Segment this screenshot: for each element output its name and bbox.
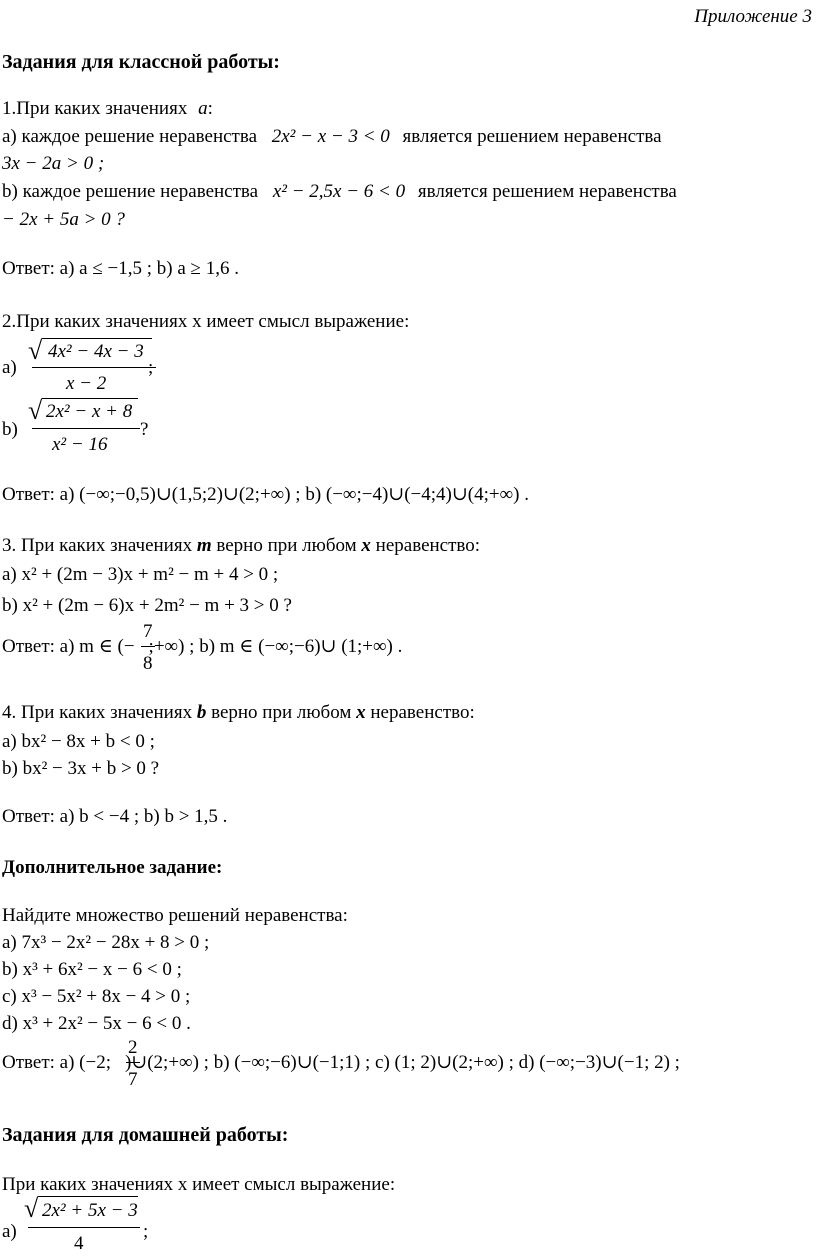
extra-answer-pre: Ответ: а) (−2; xyxy=(2,1052,111,1073)
task3-answer-numerator: 7 xyxy=(143,621,153,642)
task2-b-numerator: 2x² − x + 8 xyxy=(46,401,133,422)
extra-b: b) x³ + 6x² − x − 6 < 0 ; xyxy=(2,959,182,980)
task1-answer: Ответ: а) a ≤ −1,5 ; b) a ≥ 1,6 . xyxy=(2,258,239,279)
task2-a-label: а) xyxy=(2,357,17,378)
sqrt-icon: √ xyxy=(24,1194,39,1223)
extra-answer xyxy=(2,1053,680,1072)
extra-intro: Найдите множество решений неравенства: xyxy=(2,905,348,926)
task3-answer-pre: Ответ: а) m ∈ (− xyxy=(2,636,135,657)
task3-answer-post: ;+∞) ; b) m ∈ (−∞;−6)∪ (1;+∞) . xyxy=(148,636,403,657)
task3-a: а) x² + (2m − 3)x + m² − m + 4 > 0 ; xyxy=(2,564,279,585)
task4-a: а) bx² − 8x + b < 0 ; xyxy=(2,731,155,752)
fraction-bar xyxy=(141,646,155,647)
home-a-end: ; xyxy=(143,1221,149,1242)
task3-b: b) x² + (2m − 6)x + 2m² − m + 3 > 0 ? xyxy=(2,595,292,616)
task4-intro-b: b xyxy=(196,702,207,723)
task1-b-text: b) каждое решение неравенства xyxy=(2,181,259,202)
appendix-label: Приложение 3 xyxy=(694,6,812,27)
task3-intro xyxy=(2,536,480,555)
extra-title: Дополнительное задание: xyxy=(2,857,223,878)
extra-c: c) x³ − 5x² + 8x − 4 > 0 ; xyxy=(2,986,191,1007)
task4-intro-x: x xyxy=(356,702,366,723)
extra-answer-post: )∪(2;+∞) ; b) (−∞;−6)∪(−1;1) ; c) (1; 2)∪(2;+∞) ; d) (−∞;−3)∪(−1; 2) ; xyxy=(124,1052,680,1073)
home-a-denominator: 4 xyxy=(74,1233,84,1254)
task3-intro-mid: верно при любом xyxy=(211,535,362,556)
task4-b: b) bx² − 3x + b > 0 ? xyxy=(2,758,160,779)
home-a-numerator: 2x² + 5x − 3 xyxy=(42,1200,138,1221)
task1-a-text2: является решением неравенства xyxy=(402,126,662,147)
task2-a-end: ; xyxy=(148,357,154,378)
task1-b-ineq: x² − 2,5x − 6 < 0 xyxy=(272,181,406,202)
task4-intro-mid: верно при любом xyxy=(206,702,357,723)
home-work-title: Задания для домашней работы: xyxy=(2,1124,289,1146)
radical-bar xyxy=(38,1196,138,1197)
task2-intro: 2.При каких значениях x имеет смысл выражение: xyxy=(2,311,410,332)
task1-a-text: а) каждое решение неравенства xyxy=(2,126,257,147)
sqrt-icon: √ xyxy=(28,396,43,425)
task3-intro-pre: 3. При каких значениях xyxy=(2,535,197,556)
task1-a xyxy=(2,127,662,146)
task1-intro-var: a xyxy=(198,98,208,119)
task4-intro xyxy=(2,703,475,722)
extra-a: а) 7x³ − 2x² − 28x + 8 > 0 ; xyxy=(2,932,210,953)
task2-b-end: ? xyxy=(140,419,149,440)
task1-b-ineq2: − 2x + 5a > 0 ? xyxy=(2,209,125,230)
extra-d: d) x³ + 2x² − 5x − 6 < 0 . xyxy=(2,1013,191,1034)
home-intro: При каких значениях x имеет смысл выражение: xyxy=(2,1174,396,1195)
task3-answer-denominator: 8 xyxy=(143,653,153,674)
task3-intro-post: неравенство: xyxy=(370,535,481,556)
fraction-bar xyxy=(32,428,140,429)
task2-a-numerator: 4x² − 4x − 3 xyxy=(48,341,144,362)
task1-intro: 1.При каких значениях a: xyxy=(2,98,213,119)
fraction-bar xyxy=(28,1227,140,1228)
task1-b-text2: является решением неравенства xyxy=(417,181,677,202)
task2-b-label: b) xyxy=(2,419,18,440)
sqrt-icon: √ xyxy=(28,336,43,365)
fraction-bar xyxy=(32,367,156,368)
home-a-label: а) xyxy=(2,1221,17,1242)
task2-answer: Ответ: а) (−∞;−0,5)∪(1,5;2)∪(2;+∞) ; b) (−∞;−4)∪(−4;4)∪(4;+∞) . xyxy=(2,484,529,505)
task3-intro-x: x xyxy=(361,535,371,556)
task4-answer: Ответ: а) b < −4 ; b) b > 1,5 . xyxy=(2,806,228,827)
task4-intro-pre: 4. При каких значениях xyxy=(2,702,197,723)
fraction-bar xyxy=(126,1062,140,1063)
task2-b-denominator: x² − 16 xyxy=(52,434,108,455)
radical-bar xyxy=(42,338,152,339)
extra-answer-numerator: 2 xyxy=(128,1037,138,1058)
task1-a-ineq: 2x² − x − 3 < 0 xyxy=(271,126,390,147)
task1-b xyxy=(2,182,677,201)
task1-a-ineq2: 3x − 2a > 0 ; xyxy=(2,153,105,174)
task3-answer xyxy=(2,637,402,656)
class-work-title: Задания для классной работы: xyxy=(2,51,280,73)
extra-answer-denominator: 7 xyxy=(128,1069,138,1090)
task4-intro-post: неравенство: xyxy=(365,702,475,723)
task1-intro-text: 1.При каких значениях xyxy=(2,98,188,119)
radical-bar xyxy=(42,398,138,399)
task2-a-denominator: x − 2 xyxy=(66,373,107,394)
task3-intro-m: m xyxy=(196,535,212,556)
